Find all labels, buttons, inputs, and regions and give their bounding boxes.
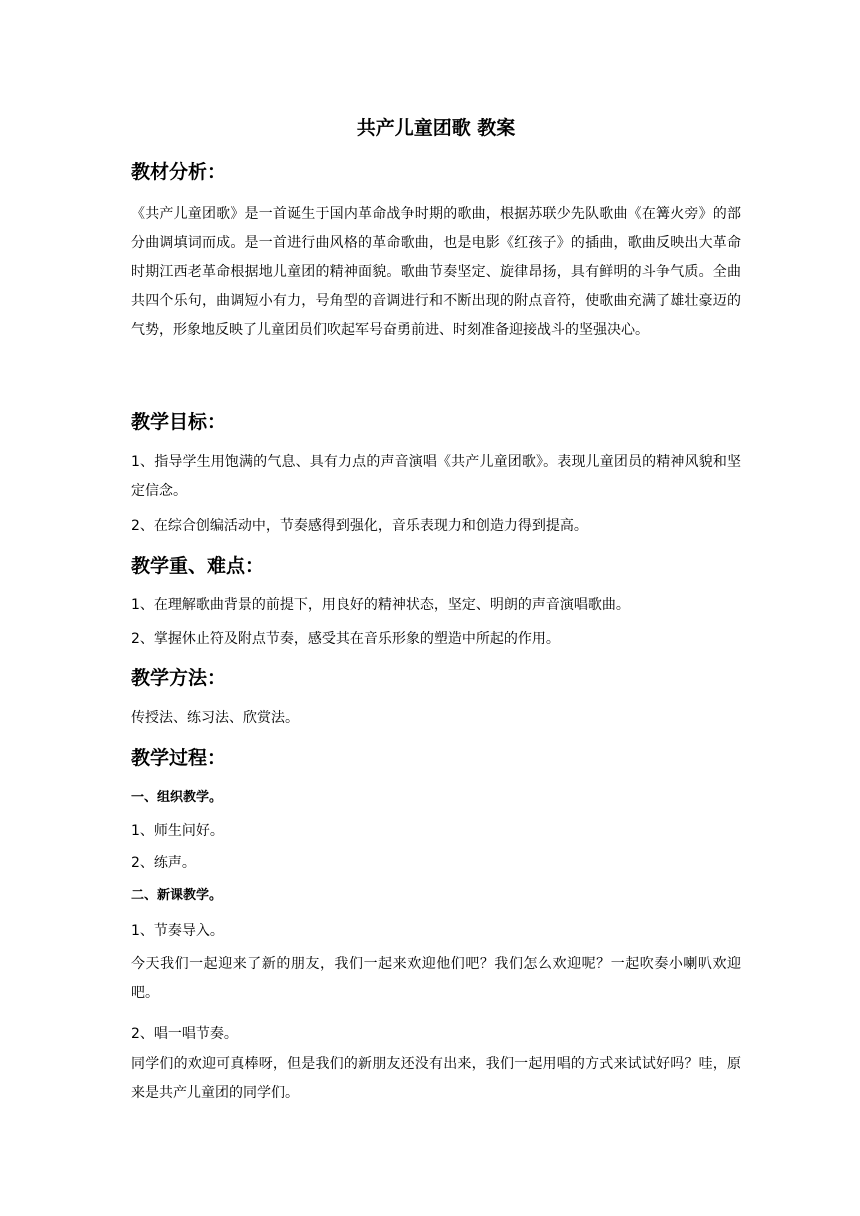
analysis-paragraph: 《共产儿童团歌》是一首诞生于国内革命战争时期的歌曲，根据苏联少先队歌曲《在篝火旁》的部分曲调填词而成。是一首进行曲风格的革命歌曲，也是电影《红孩子》的插曲，歌曲反映出大革命时期江西老革命根据地儿童团的精神面貌。歌曲节奏坚定、旋律昂扬，具有鲜明的斗争气质。全曲共四个乐句，曲调短小有力，号角型的音调进行和不断出现的附点音符，使歌曲充满了雄壮豪迈的气势，形象地反映了儿童团员们吹起军号奋勇前进、时刻准备迎接战斗的坚强决心。 xyxy=(131,206,741,338)
step-2-text-1: 今天我们一起迎来了新的朋友，我们一起来欢迎他们吧？我们怎么欢迎呢？一起吹奏小喇叭欢迎吧。 xyxy=(131,956,741,1001)
key-point-item-2: 2、掌握休止符及附点节奏，感受其在音乐形象的塑造中所起的作用。 xyxy=(131,631,560,647)
heading-process: 教学过程： xyxy=(131,747,227,769)
document-title: 共产儿童团歌 教案 xyxy=(356,117,516,139)
key-point-item-1: 1、在理解歌曲背景的前提下，用良好的精神状态，坚定、明朗的声音演唱歌曲。 xyxy=(131,597,630,613)
step-2-item-2: 2、唱一唱节奏。 xyxy=(131,1026,238,1042)
step-2-text-2: 同学们的欢迎可真棒呀，但是我们的新朋友还没有出来，我们一起用唱的方式来试试好吗？哇，原来是共产儿童团的同学们。 xyxy=(131,1056,741,1101)
step-1-title: 一、组织教学。 xyxy=(131,790,223,805)
step-1-item-2: 2、练声。 xyxy=(131,855,196,871)
heading-methods: 教学方法： xyxy=(131,667,227,689)
heading-analysis: 教材分析： xyxy=(131,161,227,183)
goal-item-2: 2、在综合创编活动中，节奏感得到强化，音乐表现力和创造力得到提高。 xyxy=(131,518,588,534)
goal-item-1: 1、指导学生用饱满的气息、具有力点的声音演唱《共产儿童团歌》。表现儿童团员的精神风貌和坚定信念。 xyxy=(131,454,741,499)
heading-key-points: 教学重、难点： xyxy=(131,555,265,577)
step-2-title: 二、新课教学。 xyxy=(131,888,223,903)
methods-text: 传授法、练习法、欣赏法。 xyxy=(131,710,299,726)
step-2-item-1: 1、节奏导入。 xyxy=(131,923,224,939)
step-1-item-1: 1、师生问好。 xyxy=(131,823,224,839)
heading-goals: 教学目标： xyxy=(131,411,227,433)
